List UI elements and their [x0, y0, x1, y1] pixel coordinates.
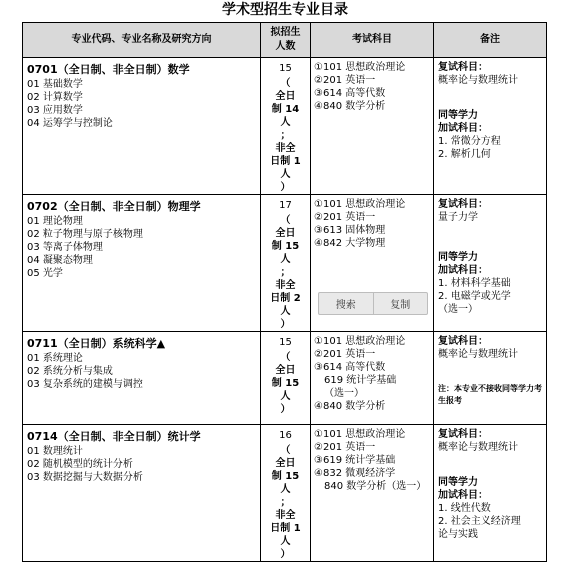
extra-exam-item: 论与实践: [438, 529, 478, 540]
quota-line: 全日: [275, 91, 296, 102]
quota-line: ）: [280, 549, 291, 560]
extra-exam-item: 1. 材料科学基础: [438, 278, 511, 289]
major-title: 0701（全日制、非全日制）数学: [27, 63, 190, 76]
search-button[interactable]: 搜索: [319, 293, 373, 314]
retest-heading: 复试科目：: [438, 336, 488, 347]
quota-line: ；: [280, 497, 291, 508]
exam-subject: 840 数学分析（选一）: [324, 481, 427, 492]
direction-item: 05 光学: [27, 268, 63, 279]
direction-item: 02 粒子物理与原子核物理: [27, 229, 143, 240]
extra-exam-heading: 加试科目：: [438, 490, 488, 501]
direction-item: 03 等离子体物理: [27, 242, 103, 253]
header-exams: 考试科目: [311, 23, 434, 58]
direction-item: 03 复杂系统的建模与调控: [27, 379, 143, 390]
exam-subject: ③619 统计学基础: [314, 455, 396, 466]
quota-line: 全日: [275, 365, 296, 376]
quota-line: 人: [280, 391, 291, 402]
quota-line: 非全: [275, 143, 296, 154]
exam-subject: ②201 英语一: [314, 75, 376, 86]
quota-line: 日制 1: [270, 523, 301, 534]
exam-subject: ④840 数学分析: [314, 101, 386, 112]
retest-subject: 概率论与数理统计: [438, 349, 518, 360]
exams-cell: [311, 332, 434, 425]
no-equivalent-note: 注：本专业不接收同等学力考生报考: [438, 384, 542, 405]
retest-heading: 复试科目：: [438, 62, 488, 73]
extra-exam-heading: 加试科目：: [438, 265, 488, 276]
quota-total: 16: [279, 430, 292, 441]
quota-total: 17: [279, 200, 292, 211]
quota-line: 人: [280, 117, 291, 128]
retest-heading: 复试科目：: [438, 429, 488, 440]
extra-exam-heading: 加试科目：: [438, 123, 488, 134]
direction-item: 04 凝聚态物理: [27, 255, 93, 266]
direction-item: 03 数据挖掘与大数据分析: [27, 472, 143, 483]
extra-exam-item: 1. 常微分方程: [438, 136, 501, 147]
direction-item: 03 应用数学: [27, 105, 83, 116]
quota-line: 制 14: [271, 104, 300, 115]
extra-exam-item: （选一）: [438, 304, 478, 315]
exam-subject: ①101 思想政治理论: [314, 336, 406, 347]
quota-line: 全日: [275, 228, 296, 239]
exams-cell: [311, 58, 434, 195]
quota-line: （: [280, 352, 291, 363]
extra-exam-item: 2. 解析几何: [438, 149, 491, 160]
direction-item: 04 运筹学与控制论: [27, 118, 113, 129]
quota-line: 人: [280, 306, 291, 317]
exams-cell: [311, 425, 434, 562]
quota-line: 人: [280, 484, 291, 495]
equivalent-heading: 同等学力: [438, 477, 478, 488]
quota-line: 日制 1: [270, 156, 301, 167]
program-catalog-table: [22, 22, 547, 562]
notes-cell: [434, 332, 547, 425]
quota-line: ）: [280, 182, 291, 193]
program-cell: [23, 58, 261, 195]
direction-item: 02 计算数学: [27, 92, 83, 103]
exams-cell: [311, 195, 434, 332]
quota-line: ；: [280, 130, 291, 141]
quota-line: 人: [280, 254, 291, 265]
quota-cell: [261, 195, 311, 332]
quota-line: ）: [280, 319, 291, 330]
equivalent-heading: 同等学力: [438, 110, 478, 121]
exam-subject: ④840 数学分析: [314, 401, 386, 412]
quota-cell: [261, 58, 311, 195]
header-quota: [261, 23, 311, 58]
table-header-row: [23, 23, 547, 58]
quota-line: 制 15: [271, 241, 300, 252]
direction-item: 01 理论物理: [27, 216, 83, 227]
exam-subject: ①101 思想政治理论: [314, 199, 406, 210]
direction-item: 01 基础数学: [27, 79, 83, 90]
exam-subject: ②201 英语一: [314, 212, 376, 223]
exam-subject: ③614 高等代数: [314, 362, 386, 373]
direction-item: 02 系统分析与集成: [27, 366, 113, 377]
notes-cell: [434, 58, 547, 195]
exam-subject: ②201 英语一: [314, 442, 376, 453]
quota-total: 15: [279, 337, 292, 348]
quota-line: 日制 2: [270, 293, 301, 304]
major-title: 0714（全日制、非全日制）统计学: [27, 430, 201, 443]
equivalent-heading: 同等学力: [438, 252, 478, 263]
exam-subject: （选一）: [324, 388, 364, 399]
extra-exam-item: 2. 电磁学或光学: [438, 291, 511, 302]
program-cell: [23, 425, 261, 562]
retest-subject: 概率论与数理统计: [438, 75, 518, 86]
retest-subject: 量子力学: [438, 212, 478, 223]
retest-subject: 概率论与数理统计: [438, 442, 518, 453]
quota-line: 制 15: [271, 378, 300, 389]
table-row: [23, 195, 547, 332]
exam-subject: 619 统计学基础: [324, 375, 397, 386]
extra-exam-item: 2. 社会主义经济理: [438, 516, 521, 527]
quota-line: ）: [280, 404, 291, 415]
quota-line: 人: [280, 536, 291, 547]
table-row: [23, 425, 547, 562]
exam-subject: ④842 大学物理: [314, 238, 386, 249]
exam-subject: ④832 微观经济学: [314, 468, 396, 479]
quota-line: （: [280, 215, 291, 226]
quota-total: 15: [279, 63, 292, 74]
major-title: 0711（全日制）系统科学▲: [27, 337, 166, 350]
notes-cell: [434, 425, 547, 562]
exam-subject: ①101 思想政治理论: [314, 429, 406, 440]
notes-cell: [434, 195, 547, 332]
page-title: 学术型招生专业目录: [222, 2, 348, 18]
direction-item: 01 系统理论: [27, 353, 83, 364]
quota-line: 非全: [275, 280, 296, 291]
exam-subject: ③614 高等代数: [314, 88, 386, 99]
quota-line: 制 15: [271, 471, 300, 482]
quota-line: 全日: [275, 458, 296, 469]
direction-item: 01 数理统计: [27, 446, 83, 457]
quota-cell: [261, 425, 311, 562]
major-title: 0702（全日制、非全日制）物理学: [27, 200, 201, 213]
quota-line: 非全: [275, 510, 296, 521]
exam-subject: ③613 固体物理: [314, 225, 386, 236]
program-cell: [23, 195, 261, 332]
copy-button[interactable]: 复制: [373, 293, 428, 314]
quota-line: 人: [280, 169, 291, 180]
table-row: [23, 332, 547, 425]
exam-subject: ①101 思想政治理论: [314, 62, 406, 73]
quota-line: （: [280, 78, 291, 89]
extra-exam-item: 1. 线性代数: [438, 503, 491, 514]
table-row: [23, 58, 547, 195]
header-program: 专业代码、专业名称及研究方向: [23, 23, 261, 58]
selection-popup-toolbar: [318, 292, 428, 315]
quota-line: （: [280, 445, 291, 456]
quota-cell: [261, 332, 311, 425]
direction-item: 02 随机模型的统计分析: [27, 459, 133, 470]
header-notes: 备注: [434, 23, 547, 58]
exam-subject: ②201 英语一: [314, 349, 376, 360]
quota-line: ；: [280, 267, 291, 278]
retest-heading: 复试科目：: [438, 199, 488, 210]
header-quota-label: 拟招生人数: [270, 27, 301, 52]
program-cell: [23, 332, 261, 425]
